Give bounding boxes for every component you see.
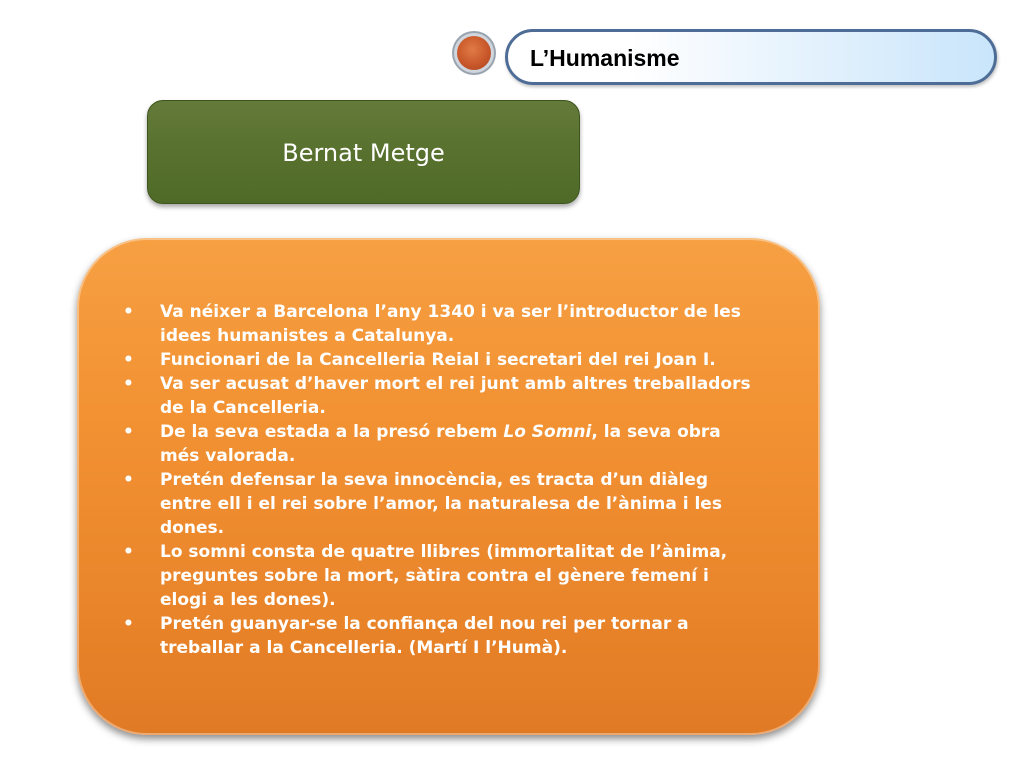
list-item-text: Lo somni consta de quatre llibres (immortalitat de l’ànima, preguntes sobre la mort, sàtira contra el gènere femení i elogi a les dones).: [160, 542, 728, 610]
list-item-text: De la seva estada a la presó rebem: [160, 422, 504, 442]
subtitle-box: [147, 100, 580, 204]
list-item: [120, 468, 760, 540]
bullet-icon: •: [123, 350, 134, 370]
list-item: [120, 372, 760, 420]
bullet-icon: •: [123, 542, 134, 562]
list-item: [120, 612, 760, 660]
list-item-text-after: , la seva obra més valorada.: [160, 422, 721, 466]
bullet-icon: •: [123, 302, 134, 322]
bullet-icon: •: [123, 470, 134, 490]
bullet-list: [120, 300, 760, 660]
list-item: [120, 420, 760, 468]
list-item: [120, 348, 760, 372]
list-item-text: Va néixer a Barcelona l’any 1340 i va ser l’introductor de les idees humanistes a Catalunya.: [160, 302, 741, 346]
content-box: [77, 238, 820, 735]
orange-circle-icon: [457, 36, 491, 70]
list-item-italic: Lo Somni: [503, 422, 592, 442]
list-item: [120, 540, 760, 612]
page-title: L’Humanisme: [530, 45, 680, 71]
bullet-icon: •: [123, 614, 134, 634]
bullet-icon: •: [123, 422, 134, 442]
list-item-text: Va ser acusat d’haver mort el rei junt amb altres treballadors de la Cancelleria.: [160, 374, 751, 418]
list-item-text: Funcionari de la Cancelleria Reial i secretari del rei Joan I.: [160, 350, 716, 370]
list-item-text: Pretén defensar la seva innocència, es tracta d’un diàleg entre ell i el rei sobre l’amor, la naturalesa de l’ànima i les dones.: [160, 470, 722, 538]
subtitle-label: Bernat Metge: [282, 139, 445, 167]
bullet-icon: •: [123, 374, 134, 394]
list-item: [120, 300, 760, 348]
list-item-text: Pretén guanyar-se la confiança del nou rei per tornar a treballar a la Cancelleria. (Martí I l’Humà).: [160, 614, 689, 658]
title-banner: [505, 29, 997, 85]
